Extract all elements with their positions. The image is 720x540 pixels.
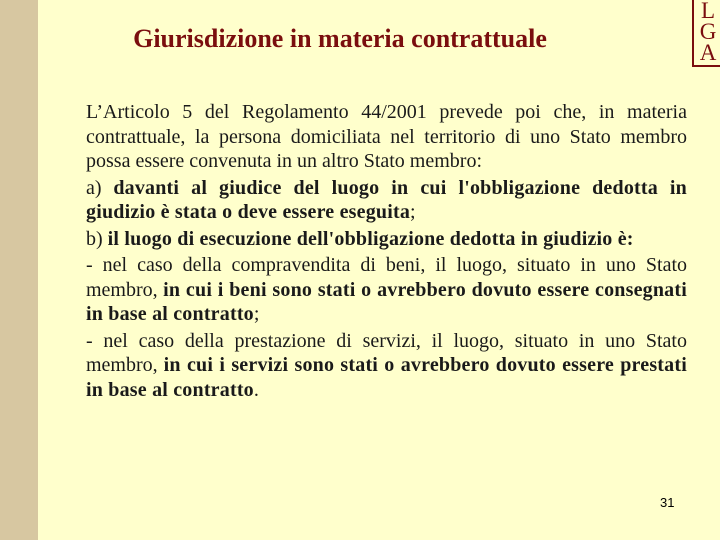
point-b <box>86 227 687 252</box>
point-services-text: - nel caso della prestazione di servizi, il luogo, situato in uno Stato membro, <box>86 329 687 376</box>
point-a-prefix: a) <box>86 176 114 199</box>
logo-letter-a: A <box>699 40 717 65</box>
page-number: 31 <box>660 495 675 510</box>
point-a-bold: davanti al giudice del luogo in cui l'obbligazione dedotta in giudizio è stata o deve essere eseguita <box>86 176 687 223</box>
point-services-bold: in cui i servizi sono stati o avrebbero dovuto essere prestati in base al contratto <box>86 354 687 401</box>
lga-logo <box>692 0 720 67</box>
slide-body <box>86 100 687 404</box>
point-services-suffix: . <box>253 378 259 401</box>
point-goods-text: - nel caso della compravendita di beni, il luogo, situato in uno Stato membro, <box>86 254 687 301</box>
point-a <box>86 176 687 225</box>
intro-paragraph: L’Articolo 5 del Regolamento 44/2001 prevede poi che, in materia contrattuale, la persona domiciliata nel territorio di uno Stato membro possa essere convenuta in un altro Stato membro: <box>86 101 687 172</box>
logo-letter-l: L <box>700 0 716 23</box>
point-b-bold: il luogo di esecuzione dell'obbligazione dedotta in giudizio è: <box>107 227 634 250</box>
point-goods-suffix: ; <box>253 303 260 325</box>
logo-letter-g: G <box>699 19 717 44</box>
left-decorative-bar <box>0 0 38 540</box>
point-a-suffix: ; <box>410 201 416 223</box>
slide-title: Giurisdizione in materia contrattuale <box>133 24 547 53</box>
point-services <box>86 329 687 403</box>
point-goods-bold: in cui i beni sono stati o avrebbero dovuto essere consegnati in base al contratto <box>86 278 688 325</box>
point-goods <box>86 253 687 327</box>
point-b-prefix: b) <box>86 227 108 250</box>
